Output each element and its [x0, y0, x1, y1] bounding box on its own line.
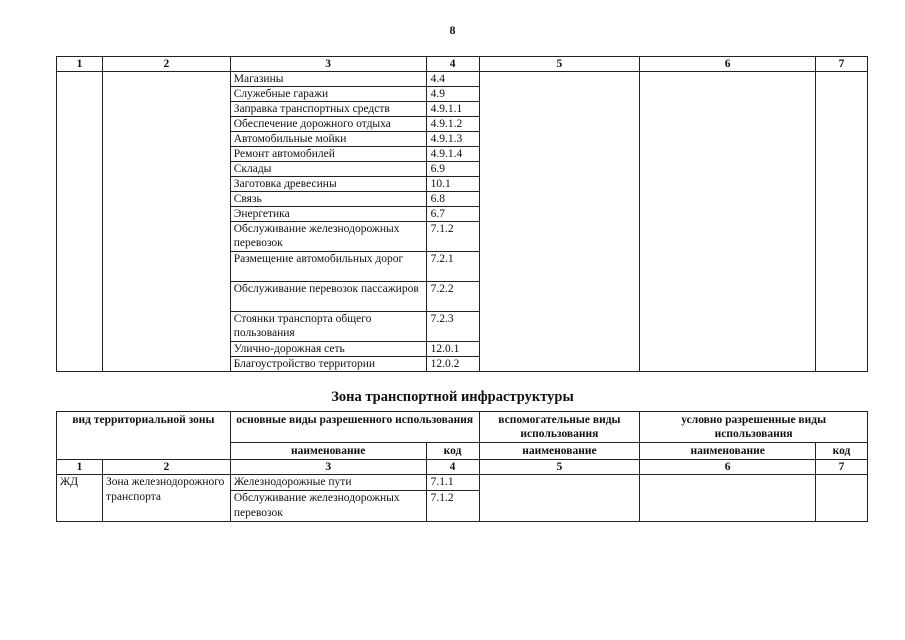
empty-cell-col7 — [816, 72, 868, 372]
use-name: Обеспечение дорожного отдыха — [230, 117, 426, 132]
use-code: 6.8 — [426, 192, 479, 207]
empty-cell-col1 — [57, 72, 103, 372]
use-name: Благоустройство территории — [230, 357, 426, 372]
bottom-table-column-numbers — [57, 460, 868, 475]
empty-cell-col7 — [816, 475, 868, 522]
use-name: Обслуживание железнодорожных перевозок — [230, 222, 426, 252]
empty-cell-col5 — [479, 475, 640, 522]
use-code: 7.1.2 — [426, 222, 479, 252]
use-name: Ремонт автомобилей — [230, 147, 426, 162]
use-code: 12.0.2 — [426, 357, 479, 372]
bottom-table — [56, 411, 868, 522]
bottom-col-number-6: 6 — [640, 460, 816, 475]
subheader-code-conditional: код — [816, 443, 868, 460]
use-name: Служебные гаражи — [230, 87, 426, 102]
top-col-number-4: 4 — [426, 57, 479, 72]
use-name: Склады — [230, 162, 426, 177]
use-code: 12.0.1 — [426, 342, 479, 357]
use-code: 7.2.1 — [426, 252, 479, 282]
use-code: 6.7 — [426, 207, 479, 222]
use-code: 7.2.2 — [426, 282, 479, 312]
zone-heading: Зона транспортной инфраструктуры — [331, 389, 574, 405]
top-col-number-1: 1 — [57, 57, 103, 72]
empty-cell-col6 — [640, 72, 816, 372]
use-name: Заправка транспортных средств — [230, 102, 426, 117]
top-col-number-7: 7 — [816, 57, 868, 72]
top-col-number-2: 2 — [102, 57, 230, 72]
use-name: Железнодорожные пути — [230, 475, 426, 491]
zone-code: ЖД — [57, 475, 103, 522]
subheader-name-main: наименование — [230, 443, 426, 460]
top-col-number-5: 5 — [479, 57, 640, 72]
use-code: 7.2.3 — [426, 312, 479, 342]
use-name: Стоянки транспорта общего пользования — [230, 312, 426, 342]
subheader-code-main: код — [426, 443, 479, 460]
bottom-col-number-5: 5 — [479, 460, 640, 475]
table-row — [57, 72, 868, 87]
use-code: 10.1 — [426, 177, 479, 192]
bottom-col-number-3: 3 — [230, 460, 426, 475]
use-code: 7.1.2 — [426, 491, 479, 522]
use-name: Магазины — [230, 72, 426, 87]
header-conditional-uses: условно разрешенные виды использования — [640, 412, 868, 443]
header-main-uses: основные виды разрешенного использования — [230, 412, 479, 443]
use-code: 4.4 — [426, 72, 479, 87]
bottom-col-number-4: 4 — [426, 460, 479, 475]
top-col-number-3: 3 — [230, 57, 426, 72]
top-col-number-6: 6 — [640, 57, 816, 72]
empty-cell-col2 — [102, 72, 230, 372]
use-code: 7.1.1 — [426, 475, 479, 491]
use-code: 6.9 — [426, 162, 479, 177]
bottom-table-header-row — [57, 412, 868, 443]
empty-cell-col5 — [479, 72, 640, 372]
use-code: 4.9.1.4 — [426, 147, 479, 162]
top-table-column-numbers — [57, 57, 868, 72]
use-name: Связь — [230, 192, 426, 207]
use-code: 4.9.1.3 — [426, 132, 479, 147]
use-code: 4.9.1.1 — [426, 102, 479, 117]
header-auxiliary-uses: вспомогательные виды использования — [479, 412, 640, 443]
use-name: Автомобильные мойки — [230, 132, 426, 147]
use-name: Обслуживание железнодорожных перевозок — [230, 491, 426, 522]
use-name: Заготовка древесины — [230, 177, 426, 192]
bottom-col-number-2: 2 — [102, 460, 230, 475]
use-code: 4.9 — [426, 87, 479, 102]
use-name: Улично-дорожная сеть — [230, 342, 426, 357]
header-zone-type: вид территориальной зоны — [57, 412, 231, 460]
page-number: 8 — [449, 23, 456, 37]
subheader-name-auxiliary: наименование — [479, 443, 640, 460]
top-table — [56, 56, 868, 372]
bottom-col-number-7: 7 — [816, 460, 868, 475]
use-code: 4.9.1.2 — [426, 117, 479, 132]
subheader-name-conditional: наименование — [640, 443, 816, 460]
bottom-col-number-1: 1 — [57, 460, 103, 475]
zone-name: Зона железнодорожного транспорта — [102, 475, 230, 522]
use-name: Обслуживание перевозок пассажиров — [230, 282, 426, 312]
use-name: Размещение автомобильных дорог — [230, 252, 426, 282]
table-row — [57, 475, 868, 491]
use-name: Энергетика — [230, 207, 426, 222]
empty-cell-col6 — [640, 475, 816, 522]
